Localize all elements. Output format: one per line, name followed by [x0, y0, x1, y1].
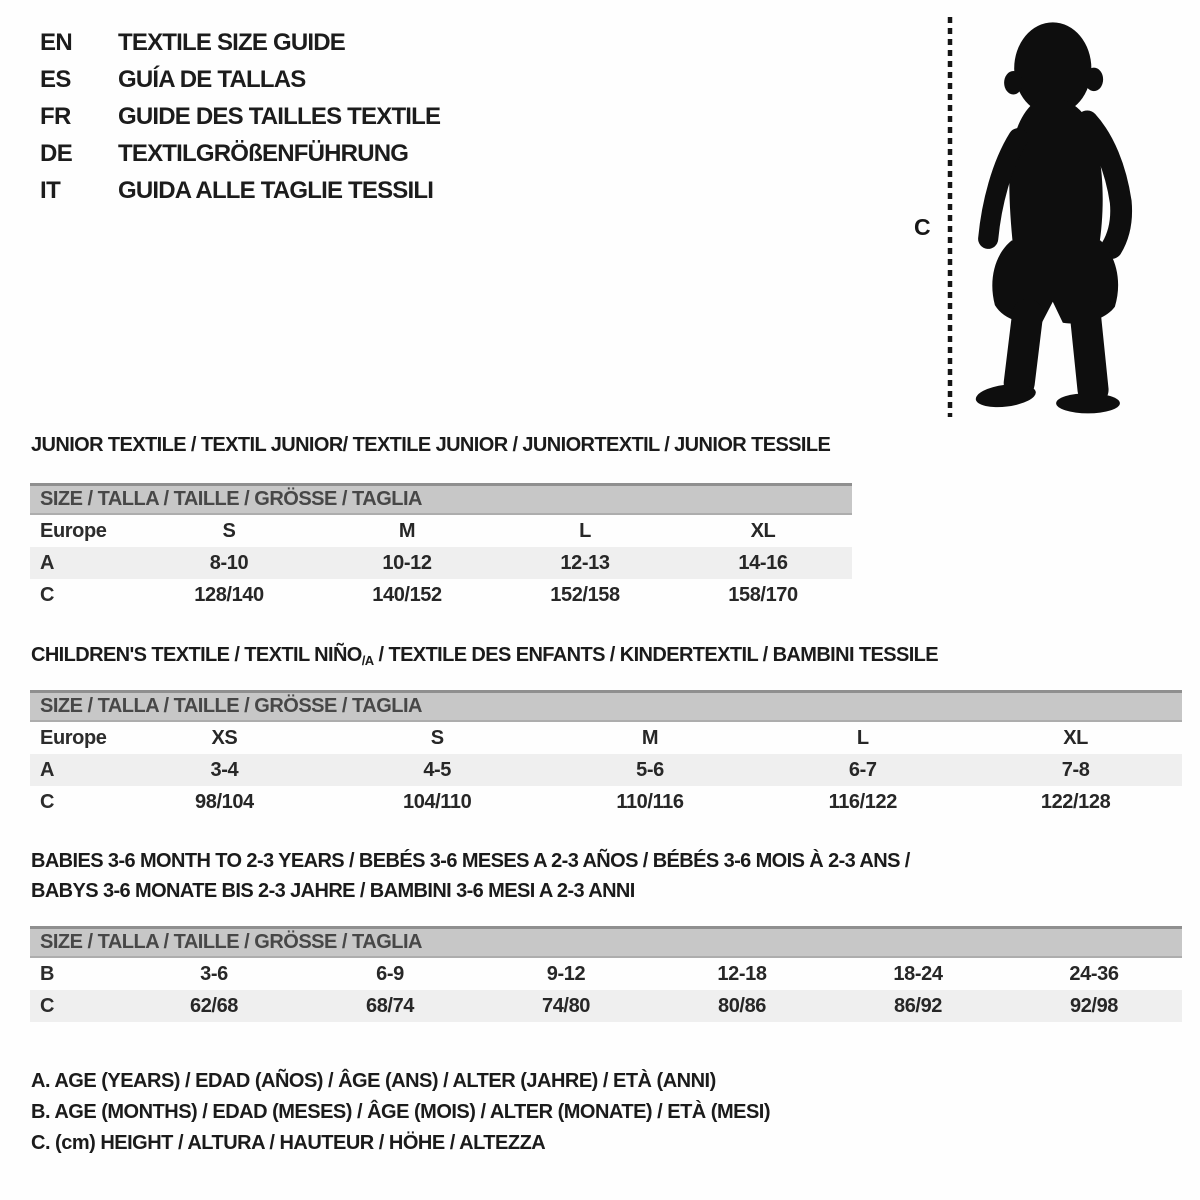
language-row — [40, 24, 440, 61]
babies-title-line1: BABIES 3-6 MONTH TO 2-3 YEARS / BEBÉS 3-6 MESES A 2-3 AÑOS / BÉBÉS 3-6 MOIS À 2-3 ANS / — [31, 850, 910, 872]
row-label: A — [40, 758, 55, 781]
height-cell: 116/122 — [828, 790, 897, 813]
table-row-height — [30, 990, 1182, 1022]
legend-age-months: B. AGE (MONTHS) / EDAD (MESES) / ÂGE (MOIS) / ALTER (MONATE) / ETÀ (MESI) — [31, 1101, 771, 1123]
age-cell: 3-6 — [200, 962, 228, 985]
children-size-table — [30, 690, 1182, 818]
row-label: C — [40, 790, 55, 813]
row-label: C — [40, 583, 55, 606]
row-label: Europe — [40, 519, 107, 542]
age-cell: 12-18 — [717, 962, 767, 985]
age-cell: 8-10 — [209, 551, 249, 574]
table-row-europe — [30, 515, 852, 547]
language-code: IT — [40, 176, 61, 204]
junior-size-table — [30, 483, 852, 611]
size-cell: XL — [1063, 726, 1088, 749]
size-cell: S — [222, 519, 236, 542]
table-row-height — [30, 786, 1182, 818]
age-cell: 3-4 — [210, 758, 239, 781]
legend-height-cm: C. (cm) HEIGHT / ALTURA / HAUTEUR / HÖHE / ALTEZZA — [31, 1132, 546, 1154]
children-title-text: / TEXTILE DES ENFANTS / KINDERTEXTIL / BAMBINI TESSILE — [373, 644, 939, 666]
junior-section-title: JUNIOR TEXTILE / TEXTIL JUNIOR/ TEXTILE JUNIOR / JUNIORTEXTIL / JUNIOR TESSILE — [31, 434, 831, 456]
height-measure-line — [946, 14, 954, 420]
measure-legend — [31, 1066, 770, 1159]
babies-section-title — [31, 846, 910, 906]
table-row-europe — [30, 722, 1182, 754]
language-row — [40, 61, 440, 98]
table-row-height — [30, 579, 852, 611]
language-row — [40, 172, 440, 209]
row-label: Europe — [40, 726, 107, 749]
language-code: EN — [40, 28, 73, 56]
size-cell: M — [398, 519, 416, 542]
age-cell: 5-6 — [636, 758, 664, 781]
age-cell: 7-8 — [1061, 758, 1090, 781]
language-code: FR — [40, 102, 71, 130]
age-cell: 14-16 — [738, 551, 788, 574]
height-cell: 80/86 — [717, 994, 767, 1017]
age-cell: 6-9 — [376, 962, 404, 985]
height-cell: 104/110 — [402, 790, 472, 813]
height-cell: 98/104 — [195, 790, 254, 813]
row-label: A — [40, 551, 55, 574]
legend-age-years: A. AGE (YEARS) / EDAD (AÑOS) / ÂGE (ANS) / ALTER (JAHRE) / ETÀ (ANNI) — [31, 1070, 716, 1092]
children-title-text: CHILDREN'S TEXTILE / TEXTIL NIÑO — [31, 644, 362, 666]
age-cell: 9-12 — [546, 962, 586, 985]
toddler-silhouette-icon — [963, 14, 1135, 420]
language-row — [40, 98, 440, 135]
age-cell: 12-13 — [560, 551, 610, 574]
table-row-age-months — [30, 958, 1182, 990]
babies-size-table — [30, 926, 1182, 1022]
language-title-list — [40, 24, 440, 209]
children-title-subscript: /A — [361, 653, 374, 668]
height-cell: 158/170 — [728, 583, 798, 606]
height-cell: 128/140 — [194, 583, 264, 606]
age-cell: 24-36 — [1069, 962, 1119, 985]
age-cell: 6-7 — [848, 758, 877, 781]
table-row-age — [30, 754, 1182, 786]
guide-title: GUIDE DES TAILLES TEXTILE — [118, 102, 441, 130]
age-cell: 10-12 — [382, 551, 432, 574]
children-section-title — [31, 640, 938, 676]
guide-title: GUÍA DE TALLAS — [118, 65, 306, 93]
height-cell: 122/128 — [1040, 790, 1111, 813]
guide-title: TEXTILE SIZE GUIDE — [118, 28, 345, 56]
age-cell: 18-24 — [893, 962, 943, 985]
language-row — [40, 135, 440, 172]
guide-title: TEXTILGRÖßENFÜHRUNG — [118, 139, 409, 167]
height-cell: 68/74 — [365, 994, 415, 1017]
table-row-age — [30, 547, 852, 579]
language-code: DE — [40, 139, 73, 167]
row-label: B — [40, 962, 55, 985]
size-cell: L — [856, 726, 869, 749]
size-cell: XL — [750, 519, 776, 542]
size-cell: XS — [211, 726, 238, 749]
height-cell: 74/80 — [541, 994, 591, 1017]
size-table-header: SIZE / TALLA / TAILLE / GRÖSSE / TAGLIA — [30, 483, 852, 515]
height-cell: 110/116 — [616, 790, 684, 813]
age-cell: 4-5 — [423, 758, 452, 781]
height-cell: 92/98 — [1069, 994, 1119, 1017]
size-table-header: SIZE / TALLA / TAILLE / GRÖSSE / TAGLIA — [30, 690, 1182, 722]
height-cell: 86/92 — [893, 994, 943, 1017]
size-cell: M — [641, 726, 659, 749]
size-cell: L — [579, 519, 591, 542]
height-measure-label: C — [914, 214, 931, 240]
height-cell: 62/68 — [189, 994, 239, 1017]
height-cell: 140/152 — [372, 583, 442, 606]
size-table-header: SIZE / TALLA / TAILLE / GRÖSSE / TAGLIA — [30, 926, 1182, 958]
size-cell: S — [430, 726, 444, 749]
babies-title-line2: BABYS 3-6 MONATE BIS 2-3 JAHRE / BAMBINI 3-6 MESI A 2-3 ANNI — [31, 880, 635, 902]
row-label: C — [40, 994, 55, 1017]
guide-title: GUIDA ALLE TAGLIE TESSILI — [118, 176, 434, 204]
language-code: ES — [40, 65, 71, 93]
height-cell: 152/158 — [550, 583, 620, 606]
